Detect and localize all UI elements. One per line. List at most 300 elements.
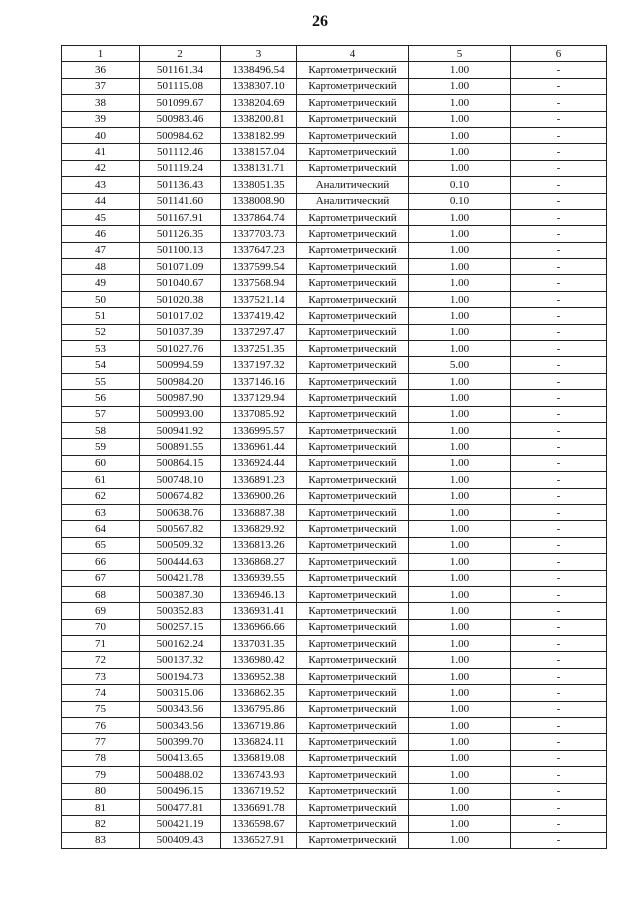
description-cell: - [511,226,607,242]
point-number-cell: 77 [62,734,140,750]
table-row [62,373,607,389]
y-coordinate-cell: 1337129.94 [221,390,297,406]
table-row [62,422,607,438]
table-row [62,275,607,291]
y-coordinate-cell: 1336862.35 [221,685,297,701]
method-cell: Картометрический [297,308,409,324]
y-coordinate-cell: 1338204.69 [221,95,297,111]
x-coordinate-cell: 501167.91 [140,209,221,225]
x-coordinate-cell: 501112.46 [140,144,221,160]
table-row [62,521,607,537]
accuracy-cell: 1.00 [409,586,511,602]
table-row [62,209,607,225]
y-coordinate-cell: 1337197.32 [221,357,297,373]
description-cell: - [511,488,607,504]
accuracy-cell: 1.00 [409,324,511,340]
method-cell: Картометрический [297,521,409,537]
x-coordinate-cell: 500748.10 [140,472,221,488]
accuracy-cell: 1.00 [409,521,511,537]
description-cell: - [511,111,607,127]
table-row [62,357,607,373]
table-body [62,62,607,849]
point-number-cell: 40 [62,127,140,143]
table-row [62,685,607,701]
table-row [62,636,607,652]
table-row [62,62,607,78]
point-number-cell: 83 [62,832,140,848]
description-cell: - [511,603,607,619]
y-coordinate-cell: 1337568.94 [221,275,297,291]
table-row [62,259,607,275]
table-row [62,78,607,94]
table-row [62,767,607,783]
method-cell: Картометрический [297,586,409,602]
accuracy-cell: 1.00 [409,488,511,504]
point-number-cell: 56 [62,390,140,406]
accuracy-cell: 1.00 [409,570,511,586]
accuracy-cell: 1.00 [409,226,511,242]
description-cell: - [511,472,607,488]
accuracy-cell: 1.00 [409,275,511,291]
description-cell: - [511,668,607,684]
x-coordinate-cell: 501099.67 [140,95,221,111]
method-cell: Картометрический [297,242,409,258]
point-number-cell: 62 [62,488,140,504]
y-coordinate-cell: 1336868.27 [221,554,297,570]
method-cell: Картометрический [297,422,409,438]
point-number-cell: 48 [62,259,140,275]
method-cell: Картометрический [297,226,409,242]
point-number-cell: 71 [62,636,140,652]
description-cell: - [511,718,607,734]
method-cell: Картометрический [297,95,409,111]
description-cell: - [511,816,607,832]
method-cell: Картометрический [297,406,409,422]
x-coordinate-cell: 501141.60 [140,193,221,209]
table-row [62,652,607,668]
method-cell: Картометрический [297,767,409,783]
point-number-cell: 43 [62,177,140,193]
x-coordinate-cell: 500343.56 [140,718,221,734]
x-coordinate-cell: 501161.34 [140,62,221,78]
accuracy-cell: 5.00 [409,357,511,373]
table-row [62,570,607,586]
x-coordinate-cell: 501115.08 [140,78,221,94]
table-row [62,193,607,209]
description-cell: - [511,455,607,471]
table-row [62,668,607,684]
y-coordinate-cell: 1337864.74 [221,209,297,225]
description-cell: - [511,193,607,209]
description-cell: - [511,308,607,324]
table-row [62,586,607,602]
page-number: 26 [312,13,328,30]
method-cell: Картометрический [297,504,409,520]
point-number-cell: 63 [62,504,140,520]
y-coordinate-cell: 1338496.54 [221,62,297,78]
description-cell: - [511,78,607,94]
table-row [62,324,607,340]
y-coordinate-cell: 1338051.35 [221,177,297,193]
method-cell: Картометрический [297,472,409,488]
description-cell: - [511,373,607,389]
point-number-cell: 45 [62,209,140,225]
x-coordinate-cell: 500352.83 [140,603,221,619]
table-row [62,95,607,111]
description-cell: - [511,570,607,586]
accuracy-cell: 1.00 [409,668,511,684]
description-cell: - [511,652,607,668]
accuracy-cell: 1.00 [409,783,511,799]
point-number-cell: 68 [62,586,140,602]
x-coordinate-cell: 501020.38 [140,291,221,307]
header-cell-point-number: 1 [62,46,140,62]
accuracy-cell: 1.00 [409,619,511,635]
description-cell: - [511,95,607,111]
description-cell: - [511,767,607,783]
point-number-cell: 81 [62,799,140,815]
accuracy-cell: 1.00 [409,685,511,701]
x-coordinate-cell: 500891.55 [140,439,221,455]
table-row [62,160,607,176]
description-cell: - [511,324,607,340]
y-coordinate-cell: 1338131.71 [221,160,297,176]
accuracy-cell: 1.00 [409,242,511,258]
table-row [62,554,607,570]
y-coordinate-cell: 1338307.10 [221,78,297,94]
header-cell-y: 3 [221,46,297,62]
y-coordinate-cell: 1337146.16 [221,373,297,389]
description-cell: - [511,832,607,848]
method-cell: Картометрический [297,291,409,307]
point-number-cell: 44 [62,193,140,209]
x-coordinate-cell: 500421.78 [140,570,221,586]
point-number-cell: 46 [62,226,140,242]
description-cell: - [511,275,607,291]
y-coordinate-cell: 1336829.92 [221,521,297,537]
x-coordinate-cell: 500987.90 [140,390,221,406]
description-cell: - [511,701,607,717]
x-coordinate-cell: 500162.24 [140,636,221,652]
method-cell: Картометрический [297,783,409,799]
table-row [62,537,607,553]
method-cell: Картометрический [297,455,409,471]
point-number-cell: 80 [62,783,140,799]
point-number-cell: 65 [62,537,140,553]
x-coordinate-cell: 500567.82 [140,521,221,537]
accuracy-cell: 1.00 [409,603,511,619]
method-cell: Картометрический [297,636,409,652]
method-cell: Картометрический [297,111,409,127]
method-cell: Картометрический [297,127,409,143]
y-coordinate-cell: 1337419.42 [221,308,297,324]
description-cell: - [511,554,607,570]
x-coordinate-cell: 500993.00 [140,406,221,422]
accuracy-cell: 1.00 [409,701,511,717]
description-cell: - [511,390,607,406]
method-cell: Картометрический [297,160,409,176]
accuracy-cell: 1.00 [409,62,511,78]
point-number-cell: 49 [62,275,140,291]
y-coordinate-cell: 1338157.04 [221,144,297,160]
y-coordinate-cell: 1336887.38 [221,504,297,520]
table-row [62,390,607,406]
accuracy-cell: 1.00 [409,816,511,832]
x-coordinate-cell: 500399.70 [140,734,221,750]
method-cell: Картометрический [297,390,409,406]
accuracy-cell: 1.00 [409,341,511,357]
point-number-cell: 51 [62,308,140,324]
x-coordinate-cell: 501040.67 [140,275,221,291]
description-cell: - [511,439,607,455]
accuracy-cell: 1.00 [409,455,511,471]
header-cell-accuracy: 5 [409,46,511,62]
x-coordinate-cell: 501136.43 [140,177,221,193]
description-cell: - [511,422,607,438]
accuracy-cell: 1.00 [409,439,511,455]
point-number-cell: 41 [62,144,140,160]
y-coordinate-cell: 1337647.23 [221,242,297,258]
y-coordinate-cell: 1337521.14 [221,291,297,307]
accuracy-cell: 1.00 [409,554,511,570]
description-cell: - [511,734,607,750]
point-number-cell: 76 [62,718,140,734]
description-cell: - [511,619,607,635]
x-coordinate-cell: 500509.32 [140,537,221,553]
y-coordinate-cell: 1337297.47 [221,324,297,340]
table-row [62,127,607,143]
accuracy-cell: 1.00 [409,504,511,520]
accuracy-cell: 1.00 [409,95,511,111]
y-coordinate-cell: 1336980.42 [221,652,297,668]
point-number-cell: 66 [62,554,140,570]
method-cell: Картометрический [297,685,409,701]
x-coordinate-cell: 500984.20 [140,373,221,389]
y-coordinate-cell: 1336719.52 [221,783,297,799]
x-coordinate-cell: 500984.62 [140,127,221,143]
y-coordinate-cell: 1336691.78 [221,799,297,815]
accuracy-cell: 1.00 [409,718,511,734]
x-coordinate-cell: 500994.59 [140,357,221,373]
description-cell: - [511,357,607,373]
method-cell: Картометрический [297,701,409,717]
y-coordinate-cell: 1336743.93 [221,767,297,783]
y-coordinate-cell: 1337031.35 [221,636,297,652]
method-cell: Картометрический [297,652,409,668]
table-row [62,799,607,815]
point-number-cell: 37 [62,78,140,94]
table-row [62,144,607,160]
point-number-cell: 38 [62,95,140,111]
x-coordinate-cell: 501037.39 [140,324,221,340]
table-row [62,603,607,619]
method-cell: Картометрический [297,734,409,750]
x-coordinate-cell: 501126.35 [140,226,221,242]
table-row [62,816,607,832]
header-cell-description: 6 [511,46,607,62]
accuracy-cell: 0.10 [409,193,511,209]
description-cell: - [511,799,607,815]
table-row [62,439,607,455]
point-number-cell: 64 [62,521,140,537]
table-row [62,619,607,635]
y-coordinate-cell: 1337251.35 [221,341,297,357]
table-row [62,488,607,504]
accuracy-cell: 1.00 [409,422,511,438]
header-cell-x: 2 [140,46,221,62]
accuracy-cell: 1.00 [409,537,511,553]
header-row [62,46,607,62]
accuracy-cell: 1.00 [409,636,511,652]
x-coordinate-cell: 500315.06 [140,685,221,701]
y-coordinate-cell: 1336952.38 [221,668,297,684]
x-coordinate-cell: 501071.09 [140,259,221,275]
point-number-cell: 39 [62,111,140,127]
accuracy-cell: 1.00 [409,259,511,275]
method-cell: Картометрический [297,357,409,373]
x-coordinate-cell: 500496.15 [140,783,221,799]
table-row [62,308,607,324]
accuracy-cell: 1.00 [409,373,511,389]
method-cell: Картометрический [297,439,409,455]
x-coordinate-cell: 500638.76 [140,504,221,520]
accuracy-cell: 1.00 [409,652,511,668]
accuracy-cell: 1.00 [409,799,511,815]
y-coordinate-cell: 1336598.67 [221,816,297,832]
x-coordinate-cell: 500137.32 [140,652,221,668]
point-number-cell: 57 [62,406,140,422]
method-cell: Картометрический [297,619,409,635]
accuracy-cell: 1.00 [409,144,511,160]
point-number-cell: 78 [62,750,140,766]
method-cell: Картометрический [297,603,409,619]
x-coordinate-cell: 500864.15 [140,455,221,471]
description-cell: - [511,586,607,602]
point-number-cell: 61 [62,472,140,488]
point-number-cell: 59 [62,439,140,455]
point-number-cell: 42 [62,160,140,176]
point-number-cell: 79 [62,767,140,783]
table-header [62,46,607,62]
method-cell: Картометрический [297,259,409,275]
point-number-cell: 50 [62,291,140,307]
x-coordinate-cell: 500477.81 [140,799,221,815]
method-cell: Картометрический [297,570,409,586]
table-row [62,734,607,750]
accuracy-cell: 1.00 [409,160,511,176]
x-coordinate-cell: 501027.76 [140,341,221,357]
accuracy-cell: 1.00 [409,78,511,94]
point-number-cell: 73 [62,668,140,684]
point-number-cell: 82 [62,816,140,832]
x-coordinate-cell: 501100.13 [140,242,221,258]
x-coordinate-cell: 500444.63 [140,554,221,570]
x-coordinate-cell: 500983.46 [140,111,221,127]
description-cell: - [511,62,607,78]
y-coordinate-cell: 1336891.23 [221,472,297,488]
method-cell: Картометрический [297,373,409,389]
point-number-cell: 70 [62,619,140,635]
table-row [62,832,607,848]
description-cell: - [511,209,607,225]
description-cell: - [511,291,607,307]
y-coordinate-cell: 1336795.86 [221,701,297,717]
point-number-cell: 52 [62,324,140,340]
description-cell: - [511,521,607,537]
method-cell: Картометрический [297,488,409,504]
table-row [62,504,607,520]
x-coordinate-cell: 500257.15 [140,619,221,635]
point-number-cell: 60 [62,455,140,471]
accuracy-cell: 1.00 [409,308,511,324]
description-cell: - [511,242,607,258]
description-cell: - [511,177,607,193]
method-cell: Картометрический [297,78,409,94]
description-cell: - [511,160,607,176]
table-row [62,783,607,799]
y-coordinate-cell: 1336819.08 [221,750,297,766]
x-coordinate-cell: 500674.82 [140,488,221,504]
method-cell: Картометрический [297,537,409,553]
method-cell: Картометрический [297,341,409,357]
table-row [62,242,607,258]
method-cell: Аналитический [297,177,409,193]
x-coordinate-cell: 500413.65 [140,750,221,766]
point-number-cell: 75 [62,701,140,717]
table-row [62,701,607,717]
y-coordinate-cell: 1336931.41 [221,603,297,619]
x-coordinate-cell: 500387.30 [140,586,221,602]
x-coordinate-cell: 500194.73 [140,668,221,684]
method-cell: Картометрический [297,554,409,570]
method-cell: Картометрический [297,324,409,340]
y-coordinate-cell: 1337085.92 [221,406,297,422]
description-cell: - [511,750,607,766]
method-cell: Картометрический [297,718,409,734]
accuracy-cell: 1.00 [409,111,511,127]
x-coordinate-cell: 501017.02 [140,308,221,324]
accuracy-cell: 1.00 [409,406,511,422]
point-number-cell: 53 [62,341,140,357]
accuracy-cell: 1.00 [409,291,511,307]
point-number-cell: 36 [62,62,140,78]
method-cell: Картометрический [297,209,409,225]
method-cell: Аналитический [297,193,409,209]
y-coordinate-cell: 1338182.99 [221,127,297,143]
table-row [62,472,607,488]
y-coordinate-cell: 1336924.44 [221,455,297,471]
x-coordinate-cell: 500421.19 [140,816,221,832]
table-row [62,226,607,242]
description-cell: - [511,127,607,143]
accuracy-cell: 1.00 [409,767,511,783]
method-cell: Картометрический [297,799,409,815]
header-cell-method: 4 [297,46,409,62]
y-coordinate-cell: 1336995.57 [221,422,297,438]
description-cell: - [511,144,607,160]
y-coordinate-cell: 1338008.90 [221,193,297,209]
table-row [62,406,607,422]
description-cell: - [511,406,607,422]
y-coordinate-cell: 1336824.11 [221,734,297,750]
table-row [62,291,607,307]
y-coordinate-cell: 1337599.54 [221,259,297,275]
table-row [62,341,607,357]
method-cell: Картометрический [297,832,409,848]
accuracy-cell: 1.00 [409,472,511,488]
y-coordinate-cell: 1336527.91 [221,832,297,848]
table-row [62,455,607,471]
